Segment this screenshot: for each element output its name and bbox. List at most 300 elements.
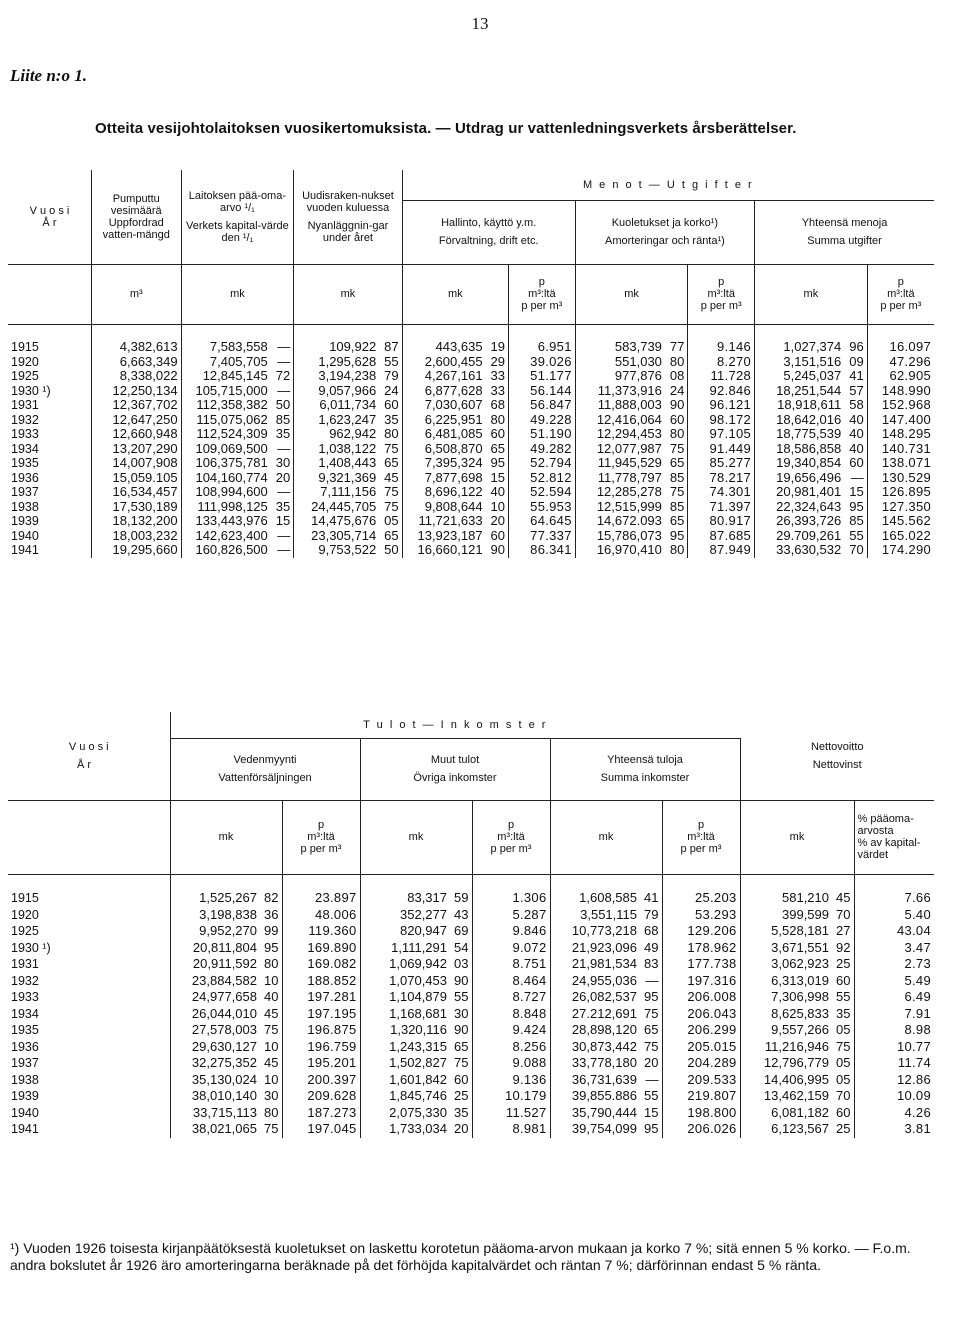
admin-cell: 4,267,161 [424,368,483,384]
water-sales-label: Vedenmyynti [233,754,297,766]
other-income-per-m3-cell: 5.287 [472,907,550,924]
admin-cell: 2,600,455 [424,353,483,369]
year-label: V u o s i [29,204,70,217]
other-income-pennies-cell: 90 [450,973,472,990]
total-income-per-m3-cell: 205.015 [662,1039,740,1056]
new-construction-pennies-cell: 05 [379,514,402,529]
amort-cell: 11,373,916 [597,382,662,398]
unit-cell [8,800,170,874]
amort-per-m3-cell: 98.172 [688,413,755,428]
water-sales-per-m3-cell: 195.201 [282,1055,360,1072]
unit-p: p [718,276,725,288]
new-construction-cell: 962,942 [329,426,377,442]
net-profit-cell: 8,625,833 [771,1005,829,1021]
amort-cell: 11,888,003 [597,397,662,413]
total-expenses-per-m3-cell: 147.400 [881,411,931,427]
net-profit-pennies-cell: 92 [832,940,854,957]
net-profit-cell: 6,313,019 [771,972,829,988]
unit-per-m3-sv: p per m³ [680,843,722,855]
year-cell: 1932 [8,413,91,428]
table-row [8,355,934,370]
amort-pennies-cell: 90 [665,398,688,413]
unit-per-m3 [867,264,934,324]
admin-cell: 8,696,122 [424,484,483,500]
table-row [8,413,934,428]
water-sales-pennies-cell: 75 [260,1022,282,1039]
water-sales-cell: 20,911,592 [192,956,257,972]
other-income-pennies-cell: 65 [450,1039,472,1056]
amort-pennies-cell: 80 [665,355,688,370]
capital-cell: 112,358,382 [196,397,268,413]
total-income-header [550,738,740,800]
amort-per-m3-cell: 11.728 [688,369,755,384]
admin-per-m3-cell: 51.177 [509,369,576,384]
capital-cell: 115,075,062 [196,411,268,427]
new-construction-cell: 7,111,156 [320,484,377,500]
total-expenses-pennies-cell: 95 [844,500,867,515]
water-sales-per-m3-cell: 197.045 [282,1121,360,1138]
total-expenses-label-sv: Summa utgifter [807,235,882,247]
unit-per-m3-fi: m³:ltä [307,831,335,843]
capital-pennies-cell: — [271,442,294,457]
capital-pennies-cell: 20 [271,471,294,486]
amort-pennies-cell: 95 [665,529,688,544]
table-row [8,514,934,529]
total-income-cell: 1,608,585 [579,890,637,906]
other-income-cell: 1,320,116 [390,1022,447,1038]
amort-per-m3-cell: 74.301 [688,485,755,500]
total-expenses-cell: 5,245,037 [783,368,842,384]
year-label: V u o s i [68,740,109,753]
admin-per-m3-cell: 51.190 [509,427,576,442]
pumped-cell: 16,534,457 [91,485,181,500]
total-expenses-per-m3-cell: 130.529 [881,469,931,485]
year-cell: 1940 [8,529,91,544]
new-construction-cell: 3,194,238 [318,368,377,384]
unit-per-m3 [282,800,360,874]
amort-cell: 11,778,797 [597,469,662,485]
other-income-per-m3-cell: 9.136 [472,1072,550,1089]
other-income-pennies-cell: 20 [450,1121,472,1138]
total-income-pennies-cell: 20 [640,1055,662,1072]
total-income-cell: 3,551,115 [580,906,637,922]
water-sales-cell: 9,952,270 [199,923,257,939]
net-profit-pennies-cell: 60 [832,1105,854,1122]
water-sales-pennies-cell: 45 [260,1055,282,1072]
admin-per-m3-cell: 55.953 [509,500,576,515]
net-profit-pct-cell: 6.49 [904,989,931,1005]
total-expenses-cell: 22,324,643 [776,498,842,514]
capital-pennies-cell: — [271,543,294,558]
total-income-cell: 39,754,099 [571,1121,637,1137]
other-income-cell: 1,069,942 [389,956,447,972]
net-profit-cell: 9,557,266 [771,1022,829,1038]
admin-per-m3-cell: 64.645 [509,514,576,529]
total-income-cell: 10,773,218 [571,923,637,939]
unit-per-m3-sv: p per m³ [880,300,922,312]
new-construction-pennies-cell: 24 [379,384,402,399]
other-income-cell: 2,075,330 [389,1104,447,1120]
admin-pennies-cell: 60 [486,427,509,442]
net-header [740,712,934,800]
pumped-cell: 6,663,349 [91,355,181,370]
unit-per-m3-sv: p per m³ [700,300,742,312]
net-profit-pct-cell: 12.86 [896,1071,931,1087]
admin-pennies-cell: 90 [486,543,509,558]
total-income-per-m3-cell: 178.962 [662,940,740,957]
unit-cell [8,264,91,324]
capital-pennies-cell: — [271,355,294,370]
new-construction-pennies-cell: 35 [379,413,402,428]
capital-pennies-cell: — [271,485,294,500]
other-income-cell: 820,947 [400,923,447,939]
total-income-per-m3-cell: 25.203 [662,890,740,907]
water-sales-per-m3-cell: 187.273 [282,1105,360,1122]
pumped-cell: 13,207,290 [91,442,181,457]
new-construction-pennies-cell: 45 [379,471,402,486]
total-income-per-m3-cell: 204.289 [662,1055,740,1072]
expenses-header: M e n o t — U t g i f t e r [402,170,934,200]
year-cell: 1925 [8,923,170,940]
total-expenses-cell: 18,918,611 [777,397,842,413]
total-expenses-per-m3-cell: 174.290 [881,542,931,558]
net-profit-cell: 399,599 [782,906,829,922]
other-income-per-m3-cell: 11.527 [472,1105,550,1122]
total-expenses-pennies-cell: 40 [844,442,867,457]
total-expenses-per-m3-cell: 148.295 [881,426,931,442]
new-construction-cell: 109,922 [329,339,377,355]
amort-pennies-cell: 65 [665,514,688,529]
total-income-pennies-cell: 75 [640,1006,662,1023]
net-profit-pct-cell: 43.04 [896,923,931,939]
net-profit-pct-cell: 3.81 [904,1121,931,1137]
appendix-label: Liite n:o 1. [10,66,87,85]
total-income-per-m3-cell: 206.008 [662,989,740,1006]
total-expenses-per-m3-cell: 148.990 [881,382,931,398]
net-profit-pennies-cell: 05 [832,1072,854,1089]
new-construction-pennies-cell: 75 [379,500,402,515]
other-income-per-m3-cell: 9.846 [472,923,550,940]
new-construction-pennies-cell: 87 [379,340,402,355]
admin-cell: 11,721,633 [418,513,483,529]
water-sales-cell: 38,010,140 [191,1088,257,1104]
net-profit-pct-cell: 2.73 [904,956,931,972]
admin-per-m3-cell: 39.026 [509,355,576,370]
year-cell: 1915 [8,340,91,355]
total-expenses-per-m3-cell: 127.350 [881,498,931,514]
other-income-pennies-cell: 03 [450,956,472,973]
total-income-pennies-cell: 83 [640,956,662,973]
amort-cell: 15,786,073 [596,527,662,543]
amort-pennies-cell: 60 [665,413,688,428]
net-profit-cell: 6,123,567 [771,1121,829,1137]
amort-pennies-cell: 24 [665,384,688,399]
net-profit-pennies-cell: 25 [832,1121,854,1138]
total-expenses-per-m3-cell: 138.071 [881,455,931,471]
total-expenses-cell: 18,586,858 [776,440,842,456]
new-construction-label: Uudisraken-nukset vuoden kuluessa [302,189,394,214]
water-sales-cell: 24,977,658 [191,989,257,1005]
year-cell: 1939 [8,514,91,529]
year-cell: 1933 [8,427,91,442]
admin-per-m3-cell: 49.228 [509,413,576,428]
new-construction-cell: 24,445,705 [311,498,377,514]
water-sales-cell: 32,275,352 [191,1055,257,1071]
net-profit-pennies-cell: 05 [832,1022,854,1039]
water-sales-pennies-cell: 10 [260,1039,282,1056]
other-income-cell: 1,733,034 [389,1121,447,1137]
total-income-cell: 21,981,534 [571,956,637,972]
total-expenses-header [755,200,934,264]
capital-cell: 108,994,600 [195,484,268,500]
year-cell: 1920 [8,355,91,370]
admin-pennies-cell: 29 [486,355,509,370]
other-income-pennies-cell: 54 [450,940,472,957]
unit-per-m3 [472,800,550,874]
year-cell: 1935 [8,1022,170,1039]
admin-cell: 6,225,951 [424,411,483,427]
total-expenses-cell: 29.709,261 [776,527,842,543]
amort-pennies-cell: 80 [665,543,688,558]
water-sales-pennies-cell: 99 [260,923,282,940]
admin-pennies-cell: 19 [486,340,509,355]
new-construction-cell: 9,321,369 [318,469,377,485]
water-sales-pennies-cell: 36 [260,907,282,924]
capital-pennies-cell: 15 [271,514,294,529]
net-profit-pennies-cell: 27 [832,923,854,940]
expenses-table [8,170,934,558]
total-income-per-m3-cell: 209.533 [662,1072,740,1089]
capital-pennies-cell: 30 [271,456,294,471]
admin-pennies-cell: 60 [486,529,509,544]
admin-pennies-cell: 33 [486,384,509,399]
total-expenses-pennies-cell: 57 [844,384,867,399]
other-income-cell: 1,601,842 [389,1071,447,1087]
other-income-cell: 1,104,879 [389,989,447,1005]
pumped-cell: 18,003,232 [91,529,181,544]
admin-pennies-cell: 95 [486,456,509,471]
new-construction-cell: 14,475,676 [311,513,377,529]
net-profit-pennies-cell: 35 [832,1006,854,1023]
amort-header [575,200,754,264]
table-row [8,1039,934,1056]
unit-per-m3-sv: p per m³ [521,300,563,312]
total-income-cell: 35,790,444 [571,1104,637,1120]
total-income-cell: 27.212,691 [571,1005,637,1021]
new-construction-header [294,170,402,264]
other-income-pennies-cell: 25 [450,1088,472,1105]
capital-cell: 104,160,774 [195,469,268,485]
amort-pennies-cell: 77 [665,340,688,355]
year-label-sv: Å r [77,758,92,771]
admin-pennies-cell: 80 [486,413,509,428]
table-row [8,1055,934,1072]
water-sales-label-sv: Vattenförsäljningen [218,772,312,784]
total-expenses-pennies-cell: 40 [844,413,867,428]
total-income-per-m3-cell: 129.206 [662,923,740,940]
water-sales-per-m3-cell: 196.759 [282,1039,360,1056]
pumped-label: Pumputtu vesimäärä [110,192,162,217]
unit-p: p [697,819,705,831]
new-construction-pennies-cell: 65 [379,529,402,544]
total-income-cell: 39,855.886 [571,1088,637,1104]
admin-cell: 9,808,644 [424,498,483,514]
net-label-sv: Nettovinst [812,758,862,771]
unit-p: p [538,276,545,288]
admin-cell: 443,635 [435,339,483,355]
table-row [8,427,934,442]
year-cell: 1937 [8,1055,170,1072]
unit-per-m3-sv: p per m³ [300,843,342,855]
net-profit-cell: 13,462,159 [763,1088,829,1104]
amort-per-m3-cell: 80.917 [688,514,755,529]
amort-cell: 11,945,529 [597,455,662,471]
new-construction-cell: 1,295,628 [318,353,377,369]
net-profit-pct-cell: 4.26 [904,1104,931,1120]
new-construction-pennies-cell: 65 [379,456,402,471]
unit-per-m3-fi: m³:ltä [497,831,525,843]
year-cell: 1938 [8,1072,170,1089]
net-profit-pennies-cell: 55 [832,989,854,1006]
other-income-cell: 1,111,291 [391,939,447,955]
capital-pennies-cell: 35 [271,500,294,515]
net-profit-cell: 7,306,998 [771,989,829,1005]
unit-per-m3 [688,264,755,324]
water-sales-pennies-cell: 75 [260,1121,282,1138]
total-income-per-m3-cell: 177.738 [662,956,740,973]
total-income-per-m3-cell: 206.299 [662,1022,740,1039]
table-row [8,456,934,471]
admin-pennies-cell: 65 [486,442,509,457]
total-income-pennies-cell: 55 [640,1088,662,1105]
other-income-per-m3-cell: 8.464 [472,973,550,990]
amort-per-m3-cell: 85.277 [688,456,755,471]
other-income-cell: 352,277 [400,906,447,922]
total-expenses-per-m3-cell: 47.296 [889,353,931,369]
admin-cell: 6,508,870 [424,440,483,456]
capital-pennies-cell: — [271,384,294,399]
unit-p: p [317,819,325,831]
new-construction-pennies-cell: 50 [379,543,402,558]
capital-header [181,170,294,264]
unit-per-m3 [509,264,576,324]
new-construction-pennies-cell: 75 [379,442,402,457]
year-label-sv: Å r [42,216,57,229]
table-row [8,1072,934,1089]
table-row [8,956,934,973]
year-cell: 1935 [8,456,91,471]
total-income-cell: 21,923,096 [571,939,637,955]
amort-per-m3-cell: 91.449 [688,442,755,457]
water-sales-cell: 29,630,127 [191,1038,257,1054]
net-profit-pennies-cell: 70 [832,1088,854,1105]
admin-cell: 6,481,085 [424,426,483,442]
other-income-cell: 1,070,453 [389,972,447,988]
other-income-pennies-cell: 60 [450,1072,472,1089]
amort-pennies-cell: 75 [665,485,688,500]
total-expenses-cell: 3,151,516 [783,353,842,369]
total-expenses-pennies-cell: 09 [844,355,867,370]
total-income-cell: 33,778,180 [571,1055,637,1071]
net-profit-pct-cell: 5.40 [904,906,931,922]
admin-cell: 6,877,628 [424,382,483,398]
water-sales-per-m3-cell: 197.281 [282,989,360,1006]
total-expenses-cell: 19,656,496 [776,469,842,485]
other-income-pennies-cell: 75 [450,1055,472,1072]
capital-cell: 142,623,400 [195,527,268,543]
total-expenses-cell: 20,981,401 [776,484,842,500]
net-profit-pct-cell: 5.49 [904,972,931,988]
total-income-label-sv: Summa inkomster [600,772,690,784]
year-header [8,170,91,264]
total-expenses-per-m3-cell: 126.895 [881,484,931,500]
net-profit-cell: 6,081,182 [771,1104,829,1120]
table-row [8,543,934,558]
total-expenses-pennies-cell: 58 [844,398,867,413]
amort-per-m3-cell: 96.121 [688,398,755,413]
capital-pennies-cell: — [271,529,294,544]
unit-mk: mk [755,264,868,324]
table-row [8,989,934,1006]
year-cell: 1934 [8,1006,170,1023]
unit-mk: mk [575,264,688,324]
total-expenses-pennies-cell: 15 [844,485,867,500]
total-income-per-m3-cell: 219.807 [662,1088,740,1105]
water-sales-per-m3-cell: 209.628 [282,1088,360,1105]
amort-pennies-cell: 85 [665,471,688,486]
water-sales-pennies-cell: 30 [260,1088,282,1105]
table-row [8,890,934,907]
total-income-cell: 28,898,120 [571,1022,637,1038]
total-expenses-cell: 33,630,532 [776,542,842,558]
admin-per-m3-cell: 86.341 [509,543,576,558]
amort-cell: 583,739 [614,339,662,355]
total-expenses-per-m3-cell: 16.097 [889,339,931,355]
total-income-pennies-cell: 68 [640,923,662,940]
other-income-per-m3-cell: 9.088 [472,1055,550,1072]
water-sales-cell: 20,811,804 [192,939,257,955]
table-row [8,471,934,486]
amort-per-m3-cell: 78.217 [688,471,755,486]
new-construction-cell: 23,305,714 [311,527,377,543]
amort-cell: 12,077,987 [596,440,662,456]
table-row [8,529,934,544]
unit-mk: mk [402,264,508,324]
unit-mk: mk [360,800,472,874]
total-expenses-cell: 18,251,544 [776,382,842,398]
unit-per-m3-sv: p per m³ [490,843,532,855]
other-income-cell: 1,502,827 [389,1055,447,1071]
capital-cell: 105,715,000 [195,382,268,398]
other-income-per-m3-cell: 8.727 [472,989,550,1006]
unit-per-m3-fi: m³:ltä [887,288,915,300]
amort-per-m3-cell: 87.949 [688,543,755,558]
pumped-cell: 18,132,200 [91,514,181,529]
pumped-cell: 12,660,948 [91,427,181,442]
other-income-pennies-cell: 43 [450,907,472,924]
admin-pennies-cell: 15 [486,471,509,486]
amort-cell: 551,030 [614,353,662,369]
amort-per-m3-cell: 9.146 [688,340,755,355]
amort-per-m3-cell: 87.685 [688,529,755,544]
capital-cell: 106,375,781 [195,455,268,471]
total-income-per-m3-cell: 206.043 [662,1006,740,1023]
amort-pennies-cell: 08 [665,369,688,384]
table-row [8,369,934,384]
net-profit-pennies-cell: 75 [832,1039,854,1056]
table-row [8,923,934,940]
new-construction-pennies-cell: 75 [379,485,402,500]
